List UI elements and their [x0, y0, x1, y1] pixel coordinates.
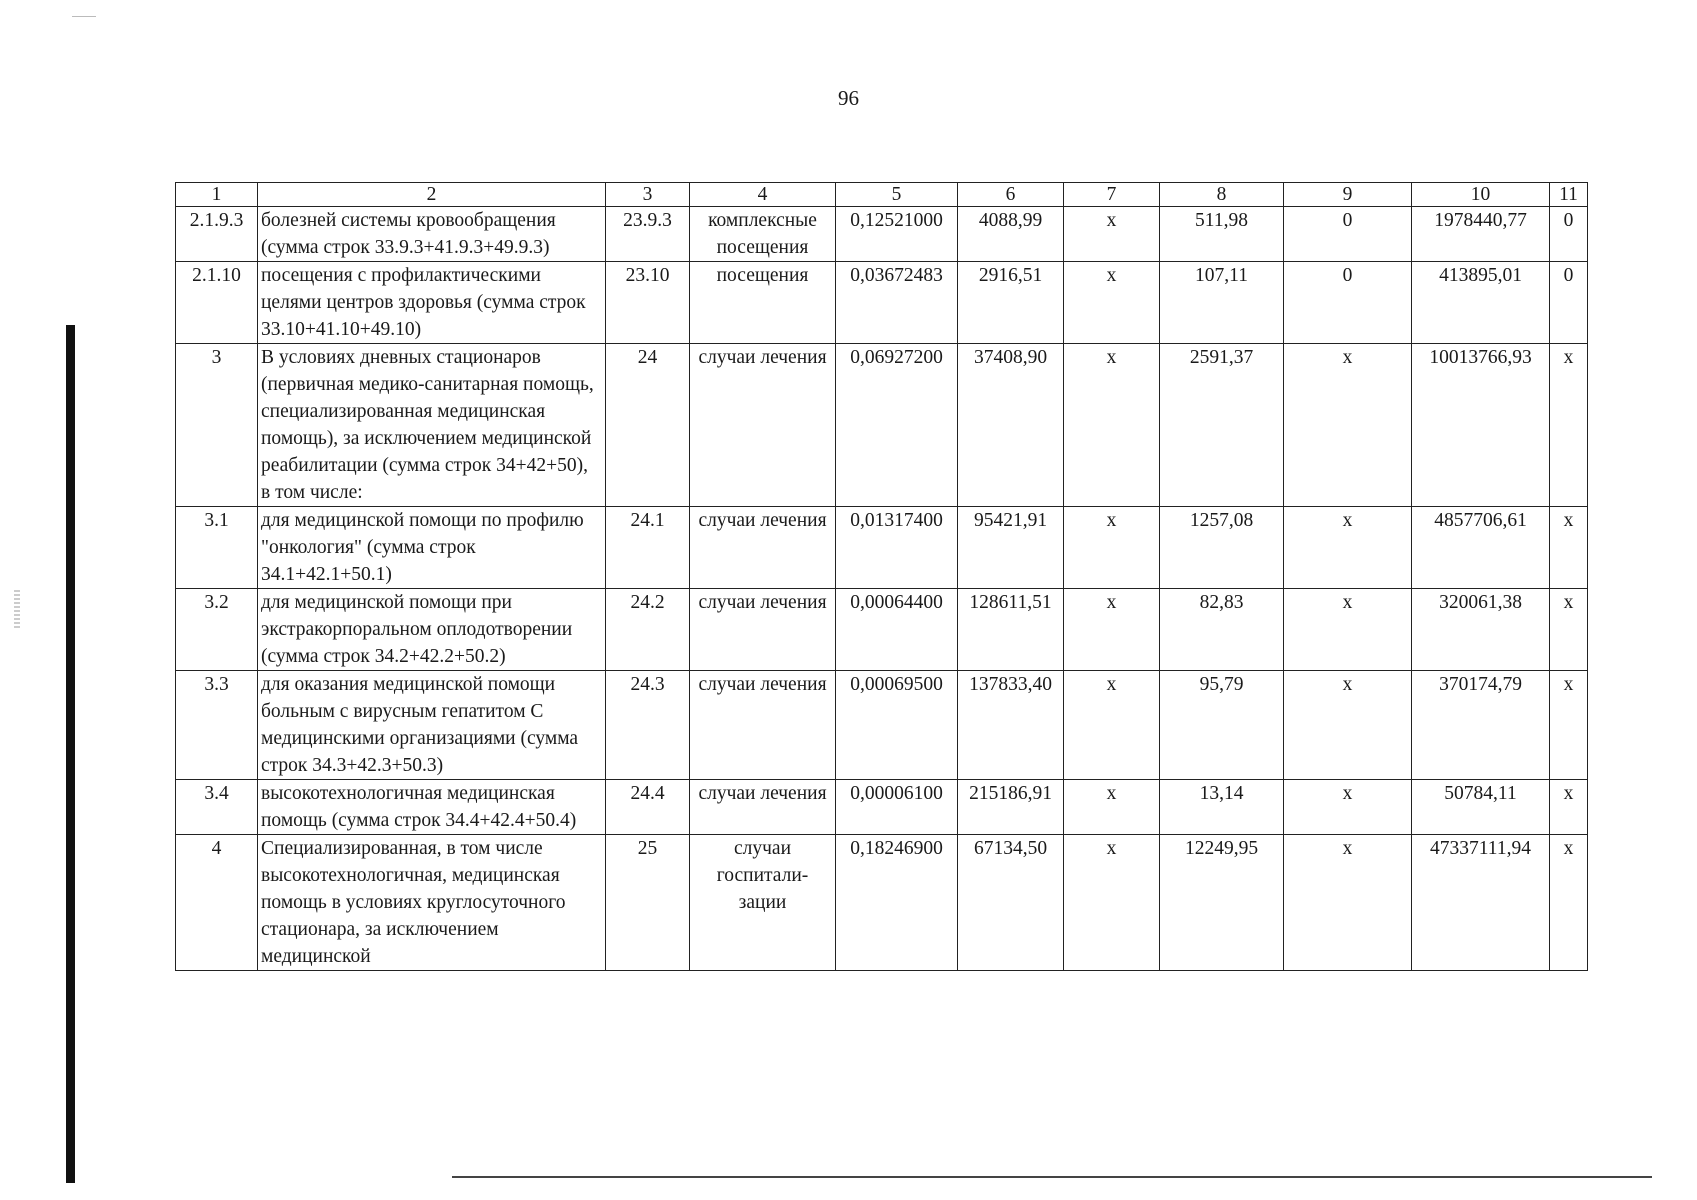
cell-col-8: 82,83	[1160, 589, 1284, 671]
scan-artifact-bottom-line	[452, 1176, 1652, 1178]
line-number: 25	[606, 835, 690, 971]
cell-col-9: х	[1284, 507, 1412, 589]
cost-per-unit: 67134,50	[958, 835, 1064, 971]
cell-col-11: 0	[1550, 262, 1588, 344]
cell-col-7: х	[1064, 207, 1160, 262]
row-description: Специализированная, в том числе высокотехнологичная, медицинская помощь в условиях круглосуточного стационара, за исключением медицинской	[258, 835, 606, 971]
volume-norm: 0,00064400	[836, 589, 958, 671]
row-code: 3.4	[176, 780, 258, 835]
line-number: 24.4	[606, 780, 690, 835]
cost-per-unit: 37408,90	[958, 344, 1064, 507]
column-header: 6	[958, 183, 1064, 207]
column-header: 8	[1160, 183, 1284, 207]
cell-col-9: 0	[1284, 262, 1412, 344]
row-code: 2.1.9.3	[176, 207, 258, 262]
row-description: болезней системы кровообращения (сумма строк 33.9.3+41.9.3+49.9.3)	[258, 207, 606, 262]
row-description: В условиях дневных стационаров (первичная медико-санитарная помощь, специализированная медицинская помощь), за исключением медицинской реабилитации (сумма строк 34+42+50), в том числе:	[258, 344, 606, 507]
cell-col-11: х	[1550, 671, 1588, 780]
volume-norm: 0,00006100	[836, 780, 958, 835]
row-code: 2.1.10	[176, 262, 258, 344]
cell-col-8: 13,14	[1160, 780, 1284, 835]
scan-artifact-left-smudge	[14, 590, 20, 630]
line-number: 24.3	[606, 671, 690, 780]
unit-of-measure: случаи госпитали-зации	[690, 835, 836, 971]
cell-col-10: 370174,79	[1412, 671, 1550, 780]
cell-col-11: х	[1550, 344, 1588, 507]
cost-per-unit: 137833,40	[958, 671, 1064, 780]
cell-col-8: 107,11	[1160, 262, 1284, 344]
scan-binding-edge	[66, 325, 75, 1183]
unit-of-measure: комплексные посещения	[690, 207, 836, 262]
cell-col-10: 47337111,94	[1412, 835, 1550, 971]
cost-per-unit: 128611,51	[958, 589, 1064, 671]
cell-col-9: х	[1284, 780, 1412, 835]
cost-per-unit: 4088,99	[958, 207, 1064, 262]
column-header: 7	[1064, 183, 1160, 207]
column-header: 1	[176, 183, 258, 207]
cell-col-11: х	[1550, 780, 1588, 835]
cell-col-11: х	[1550, 835, 1588, 971]
row-description: посещения с профилактическими целями центров здоровья (сумма строк 33.10+41.10+49.10)	[258, 262, 606, 344]
row-description: для медицинской помощи по профилю "онкология" (сумма строк 34.1+42.1+50.1)	[258, 507, 606, 589]
cost-per-unit: 95421,91	[958, 507, 1064, 589]
column-number-row	[176, 183, 1588, 207]
cell-col-10: 320061,38	[1412, 589, 1550, 671]
cell-col-11: х	[1550, 589, 1588, 671]
cell-col-7: х	[1064, 344, 1160, 507]
row-description: для медицинской помощи при экстракорпоральном оплодотворении (сумма строк 34.2+42.2+50.2)	[258, 589, 606, 671]
row-code: 3.3	[176, 671, 258, 780]
cell-col-8: 1257,08	[1160, 507, 1284, 589]
cell-col-7: х	[1064, 671, 1160, 780]
cell-col-10: 50784,11	[1412, 780, 1550, 835]
cost-per-unit: 2916,51	[958, 262, 1064, 344]
row-description: высокотехнологичная медицинская помощь (сумма строк 34.4+42.4+50.4)	[258, 780, 606, 835]
line-number: 23.9.3	[606, 207, 690, 262]
cell-col-11: 0	[1550, 207, 1588, 262]
row-code: 3	[176, 344, 258, 507]
unit-of-measure: посещения	[690, 262, 836, 344]
unit-of-measure: случаи лечения	[690, 671, 836, 780]
volume-norm: 0,03672483	[836, 262, 958, 344]
cell-col-7: х	[1064, 589, 1160, 671]
cell-col-10: 10013766,93	[1412, 344, 1550, 507]
column-header: 2	[258, 183, 606, 207]
table-row	[176, 780, 1588, 835]
cell-col-10: 1978440,77	[1412, 207, 1550, 262]
table-body	[176, 207, 1588, 971]
column-header: 5	[836, 183, 958, 207]
cell-col-7: х	[1064, 262, 1160, 344]
cell-col-8: 95,79	[1160, 671, 1284, 780]
volume-norm: 0,12521000	[836, 207, 958, 262]
table-row	[176, 344, 1588, 507]
table-row	[176, 671, 1588, 780]
unit-of-measure: случаи лечения	[690, 780, 836, 835]
line-number: 24.1	[606, 507, 690, 589]
column-header: 4	[690, 183, 836, 207]
column-header: 11	[1550, 183, 1588, 207]
table-row	[176, 835, 1588, 971]
cost-per-unit: 215186,91	[958, 780, 1064, 835]
volume-norm: 0,18246900	[836, 835, 958, 971]
unit-of-measure: случаи лечения	[690, 589, 836, 671]
row-code: 3.1	[176, 507, 258, 589]
volume-norm: 0,01317400	[836, 507, 958, 589]
table-row	[176, 207, 1588, 262]
table-row	[176, 589, 1588, 671]
cell-col-9: х	[1284, 671, 1412, 780]
table-row	[176, 507, 1588, 589]
row-description: для оказания медицинской помощи больным с вирусным гепатитом С медицинскими организациями (сумма строк 34.3+42.3+50.3)	[258, 671, 606, 780]
cell-col-9: х	[1284, 344, 1412, 507]
cell-col-10: 4857706,61	[1412, 507, 1550, 589]
row-code: 3.2	[176, 589, 258, 671]
column-header: 10	[1412, 183, 1550, 207]
volume-norm: 0,00069500	[836, 671, 958, 780]
cell-col-7: х	[1064, 780, 1160, 835]
table-header	[176, 183, 1588, 207]
column-header: 9	[1284, 183, 1412, 207]
cell-col-11: х	[1550, 507, 1588, 589]
scan-artifact-top	[72, 16, 96, 17]
line-number: 23.10	[606, 262, 690, 344]
cell-col-7: х	[1064, 835, 1160, 971]
table-row	[176, 262, 1588, 344]
cell-col-8: 2591,37	[1160, 344, 1284, 507]
cell-col-10: 413895,01	[1412, 262, 1550, 344]
cell-col-9: 0	[1284, 207, 1412, 262]
row-code: 4	[176, 835, 258, 971]
page-number: 96	[838, 86, 859, 110]
cell-col-9: х	[1284, 835, 1412, 971]
line-number: 24.2	[606, 589, 690, 671]
cell-col-8: 511,98	[1160, 207, 1284, 262]
volume-norm: 0,06927200	[836, 344, 958, 507]
unit-of-measure: случаи лечения	[690, 344, 836, 507]
column-header: 3	[606, 183, 690, 207]
line-number: 24	[606, 344, 690, 507]
cell-col-9: х	[1284, 589, 1412, 671]
budget-table	[175, 182, 1588, 971]
cell-col-8: 12249,95	[1160, 835, 1284, 971]
cell-col-7: х	[1064, 507, 1160, 589]
unit-of-measure: случаи лечения	[690, 507, 836, 589]
